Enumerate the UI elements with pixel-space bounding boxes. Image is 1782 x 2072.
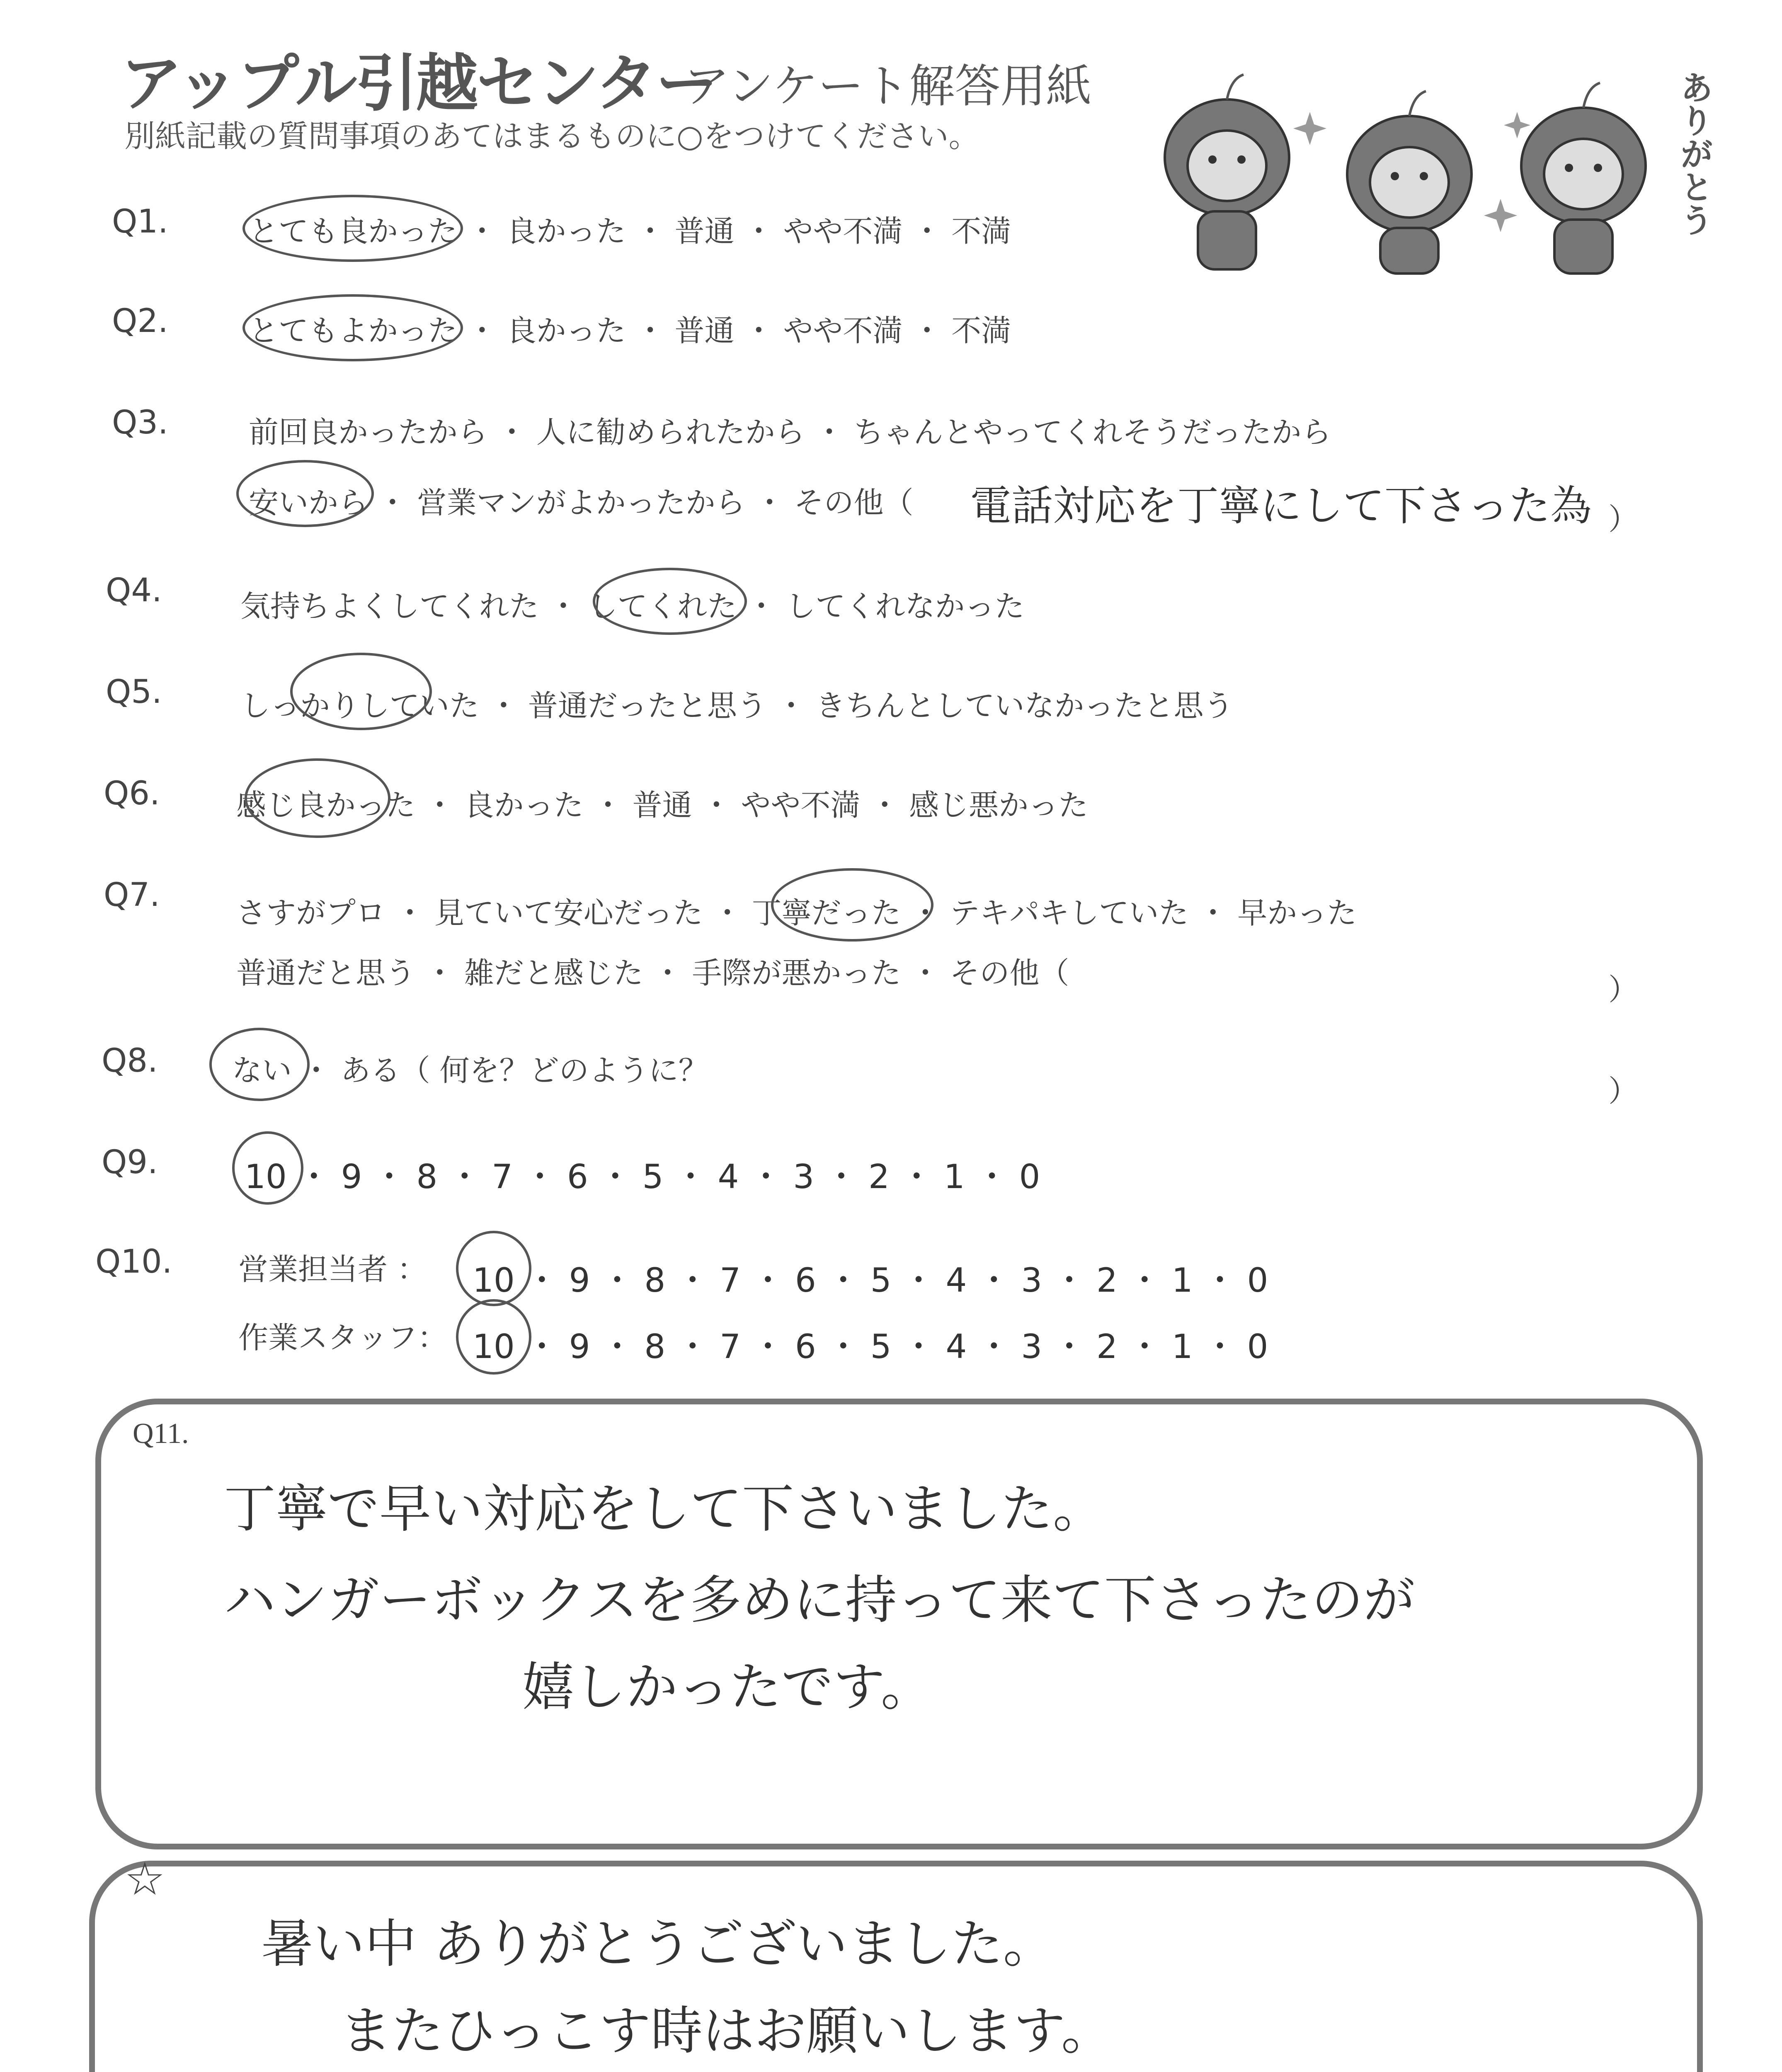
q7-answer-circle — [771, 868, 933, 942]
q3-number: Q3. — [112, 404, 168, 441]
q8-options: ない ・ ある（ 何を？どのように？ — [232, 1053, 708, 1088]
q10-staff-answer-circle — [456, 1299, 531, 1375]
q3-answer-circle — [236, 460, 374, 527]
q4-number: Q4. — [106, 572, 162, 609]
q3-options-line2: 安いから ・ 営業マンがよかったから ・ その他（ — [249, 485, 914, 520]
q7-close-paren: ） — [1608, 972, 1639, 1007]
q1-number: Q1. — [112, 203, 168, 240]
q6-answer-circle — [245, 758, 390, 838]
q11-comment-line-3: 嬉しかったです。 — [522, 1657, 933, 1717]
q4-options: 気持ちよくしてくれた ・ してくれた ・ してくれなかった — [240, 589, 1025, 624]
q7-options-line1: さすがプロ ・ 見ていて安心だった ・ 丁寧だった ・ テキパキしていた ・ 早かった — [236, 896, 1357, 930]
extra-comment-line-2: またひっこす時はお願いします。 — [340, 2001, 1113, 2061]
q8-answer-circle — [209, 1028, 310, 1101]
q7-options-line2: 普通だと思う ・ 雑だと感じた ・ 手際が悪かった ・ その他（ — [236, 956, 1069, 990]
q9-answer-circle — [232, 1131, 303, 1205]
q10-staff-scale: 10 ・ 9 ・ 8 ・ 7 ・ 6 ・ 5 ・ 4 ・ 3 ・ 2 ・ 1 ・ 0 — [473, 1327, 1268, 1366]
q6-options: 感じ良かった ・ 良かった ・ 普通 ・ やや不満 ・ 感じ悪かった — [236, 788, 1089, 823]
q2-number: Q2. — [112, 303, 168, 340]
company-title: アップル引越センター — [120, 48, 716, 120]
form-subtitle: アンケート解答用紙 — [684, 60, 1092, 113]
q5-number: Q5. — [106, 673, 162, 711]
q10-sales-scale: 10 ・ 9 ・ 8 ・ 7 ・ 6 ・ 5 ・ 4 ・ 3 ・ 2 ・ 1 ・ 0 — [473, 1261, 1268, 1300]
q9-scale: 10 ・ 9 ・ 8 ・ 7 ・ 6 ・ 5 ・ 4 ・ 3 ・ 2 ・ 1 ・ 0 — [245, 1157, 1040, 1196]
q9-number: Q9. — [102, 1144, 158, 1181]
q1-options: とても良かった ・ 良かった ・ 普通 ・ やや不満 ・ 不満 — [249, 214, 1011, 249]
thanks-text: ありがとう — [1675, 70, 1714, 236]
q10-sales-label: 営業担当者 ： — [238, 1252, 427, 1287]
q11-label: Q11. — [133, 1418, 189, 1450]
q8-number: Q8. — [102, 1042, 158, 1080]
q8-close-paren: ） — [1608, 1074, 1639, 1109]
q1-answer-circle — [242, 195, 463, 262]
q10-number: Q10. — [95, 1243, 172, 1280]
q10-staff-label: 作業スタッフ： — [238, 1320, 448, 1355]
q4-answer-circle — [593, 568, 747, 635]
q5-answer-circle — [290, 653, 432, 730]
extra-comment-line-1: 暑い中 ありがとうございました。 — [261, 1914, 1055, 1974]
q7-number: Q7. — [104, 876, 160, 914]
q3-close-paren: ） — [1608, 502, 1639, 537]
q5-options: しっかりしていた ・ 普通だったと思う ・ きちんとしていなかったと思う — [240, 688, 1234, 723]
q2-answer-circle — [242, 294, 463, 361]
monkey-mascots-illustration — [1144, 62, 1716, 278]
q11-comment-line-1: 丁寧で早い対応をして下さいました。 — [224, 1479, 1105, 1539]
q10-sales-answer-circle — [456, 1231, 531, 1306]
instruction-text: 別紙記載の質問事項のあてはまるものに○をつけてください。 — [124, 119, 979, 154]
q3-other-handwritten: 電話対応を丁寧にして下さった為 — [970, 482, 1592, 530]
q3-options-line1: 前回良かったから ・ 人に勧められたから ・ ちゃんとやってくれそうだったから — [249, 415, 1331, 450]
q6-number: Q6. — [104, 775, 160, 812]
star-icon: ☆ — [124, 1854, 165, 1905]
q11-comment-line-2: ハンガーボックスを多めに持って来て下さったのが — [224, 1570, 1415, 1630]
q2-options: とてもよかった ・ 良かった ・ 普通 ・ やや不満 ・ 不満 — [249, 313, 1011, 348]
